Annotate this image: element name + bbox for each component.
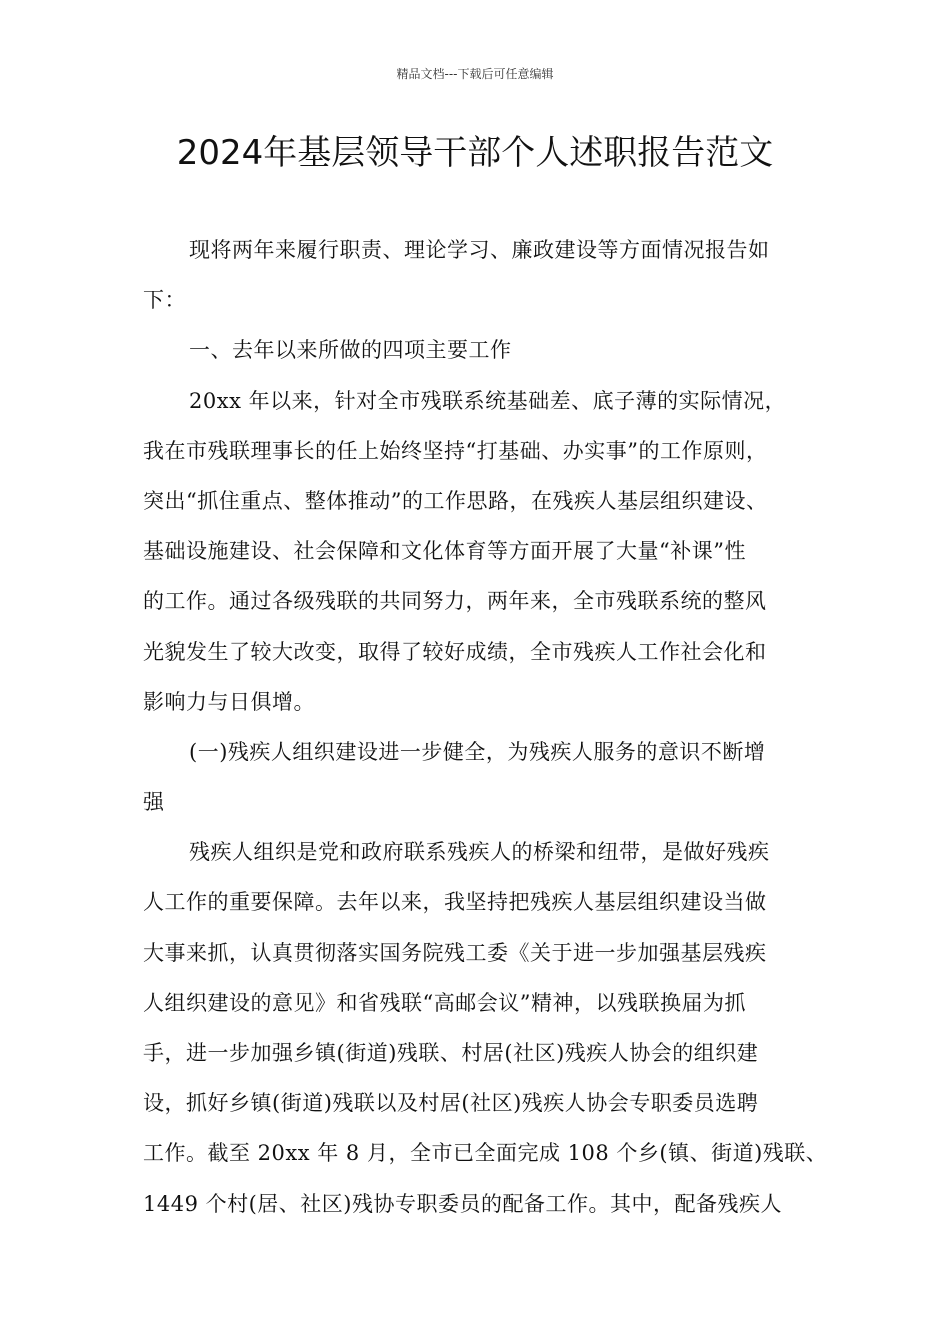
body-line: 人组织建设的意见》和省残联“高邮会议”精神，以残联换届为抓 (143, 990, 746, 1015)
body-line: 设，抓好乡镇(街道)残联以及村居(社区)残疾人协会专职委员选聘 (143, 1091, 759, 1116)
body-line: 基础设施建设、社会保障和文化体育等方面开展了大量“补课”性 (143, 539, 746, 564)
body-line: 残疾人组织是党和政府联系残疾人的桥梁和纽带，是做好残疾 (189, 840, 770, 865)
body-line: 现将两年来履行职责、理论学习、廉政建设等方面情况报告如 (189, 238, 770, 262)
body-line: 人工作的重要保障。去年以来，我坚持把残疾人基层组织建设当做 (143, 890, 767, 915)
body-line: 我在市残联理事长的任上始终坚持“打基础、办实事”的工作原则， (143, 438, 768, 463)
body-line: 影响力与日俱增。 (143, 689, 315, 714)
body-line: 突出“抓住重点、整体推动”的工作思路，在残疾人基层组织建设、 (143, 488, 768, 513)
header-note: 精品文档---下载后可任意编辑 (396, 67, 554, 81)
body-line: 工作。截至 20xx 年 8 月，全市已全面完成 108 个乡(镇、街道)残联、 (143, 1141, 828, 1166)
body-line: 大事来抓，认真贯彻落实国务院残工委《关于进一步加强基层残疾 (143, 940, 767, 965)
body-line: 一、去年以来所做的四项主要工作 (189, 338, 512, 363)
body-line: 光貌发生了较大改变，取得了较好成绩，全市残疾人工作社会化和 (143, 639, 767, 664)
body-line: 下： (143, 288, 186, 313)
body-line: 强 (143, 790, 165, 815)
body-line: 1449 个村(居、社区)残协专职委员的配备工作。其中，配备残疾人 (143, 1191, 783, 1216)
document-body (143, 225, 833, 1229)
body-line: 的工作。通过各级残联的共同努力，两年来，全市残联系统的整风 (143, 589, 767, 614)
body-line: 20xx 年以来，针对全市残联系统基础差、底子薄的实际情况， (189, 388, 787, 413)
body-line: 手，进一步加强乡镇(街道)残联、村居(社区)残疾人协会的组织建 (143, 1041, 759, 1065)
body-line: (一)残疾人组织建设进一步健全，为残疾人服务的意识不断增 (189, 739, 766, 764)
document-title: 2024年基层领导干部个人述职报告范文 (176, 133, 774, 173)
